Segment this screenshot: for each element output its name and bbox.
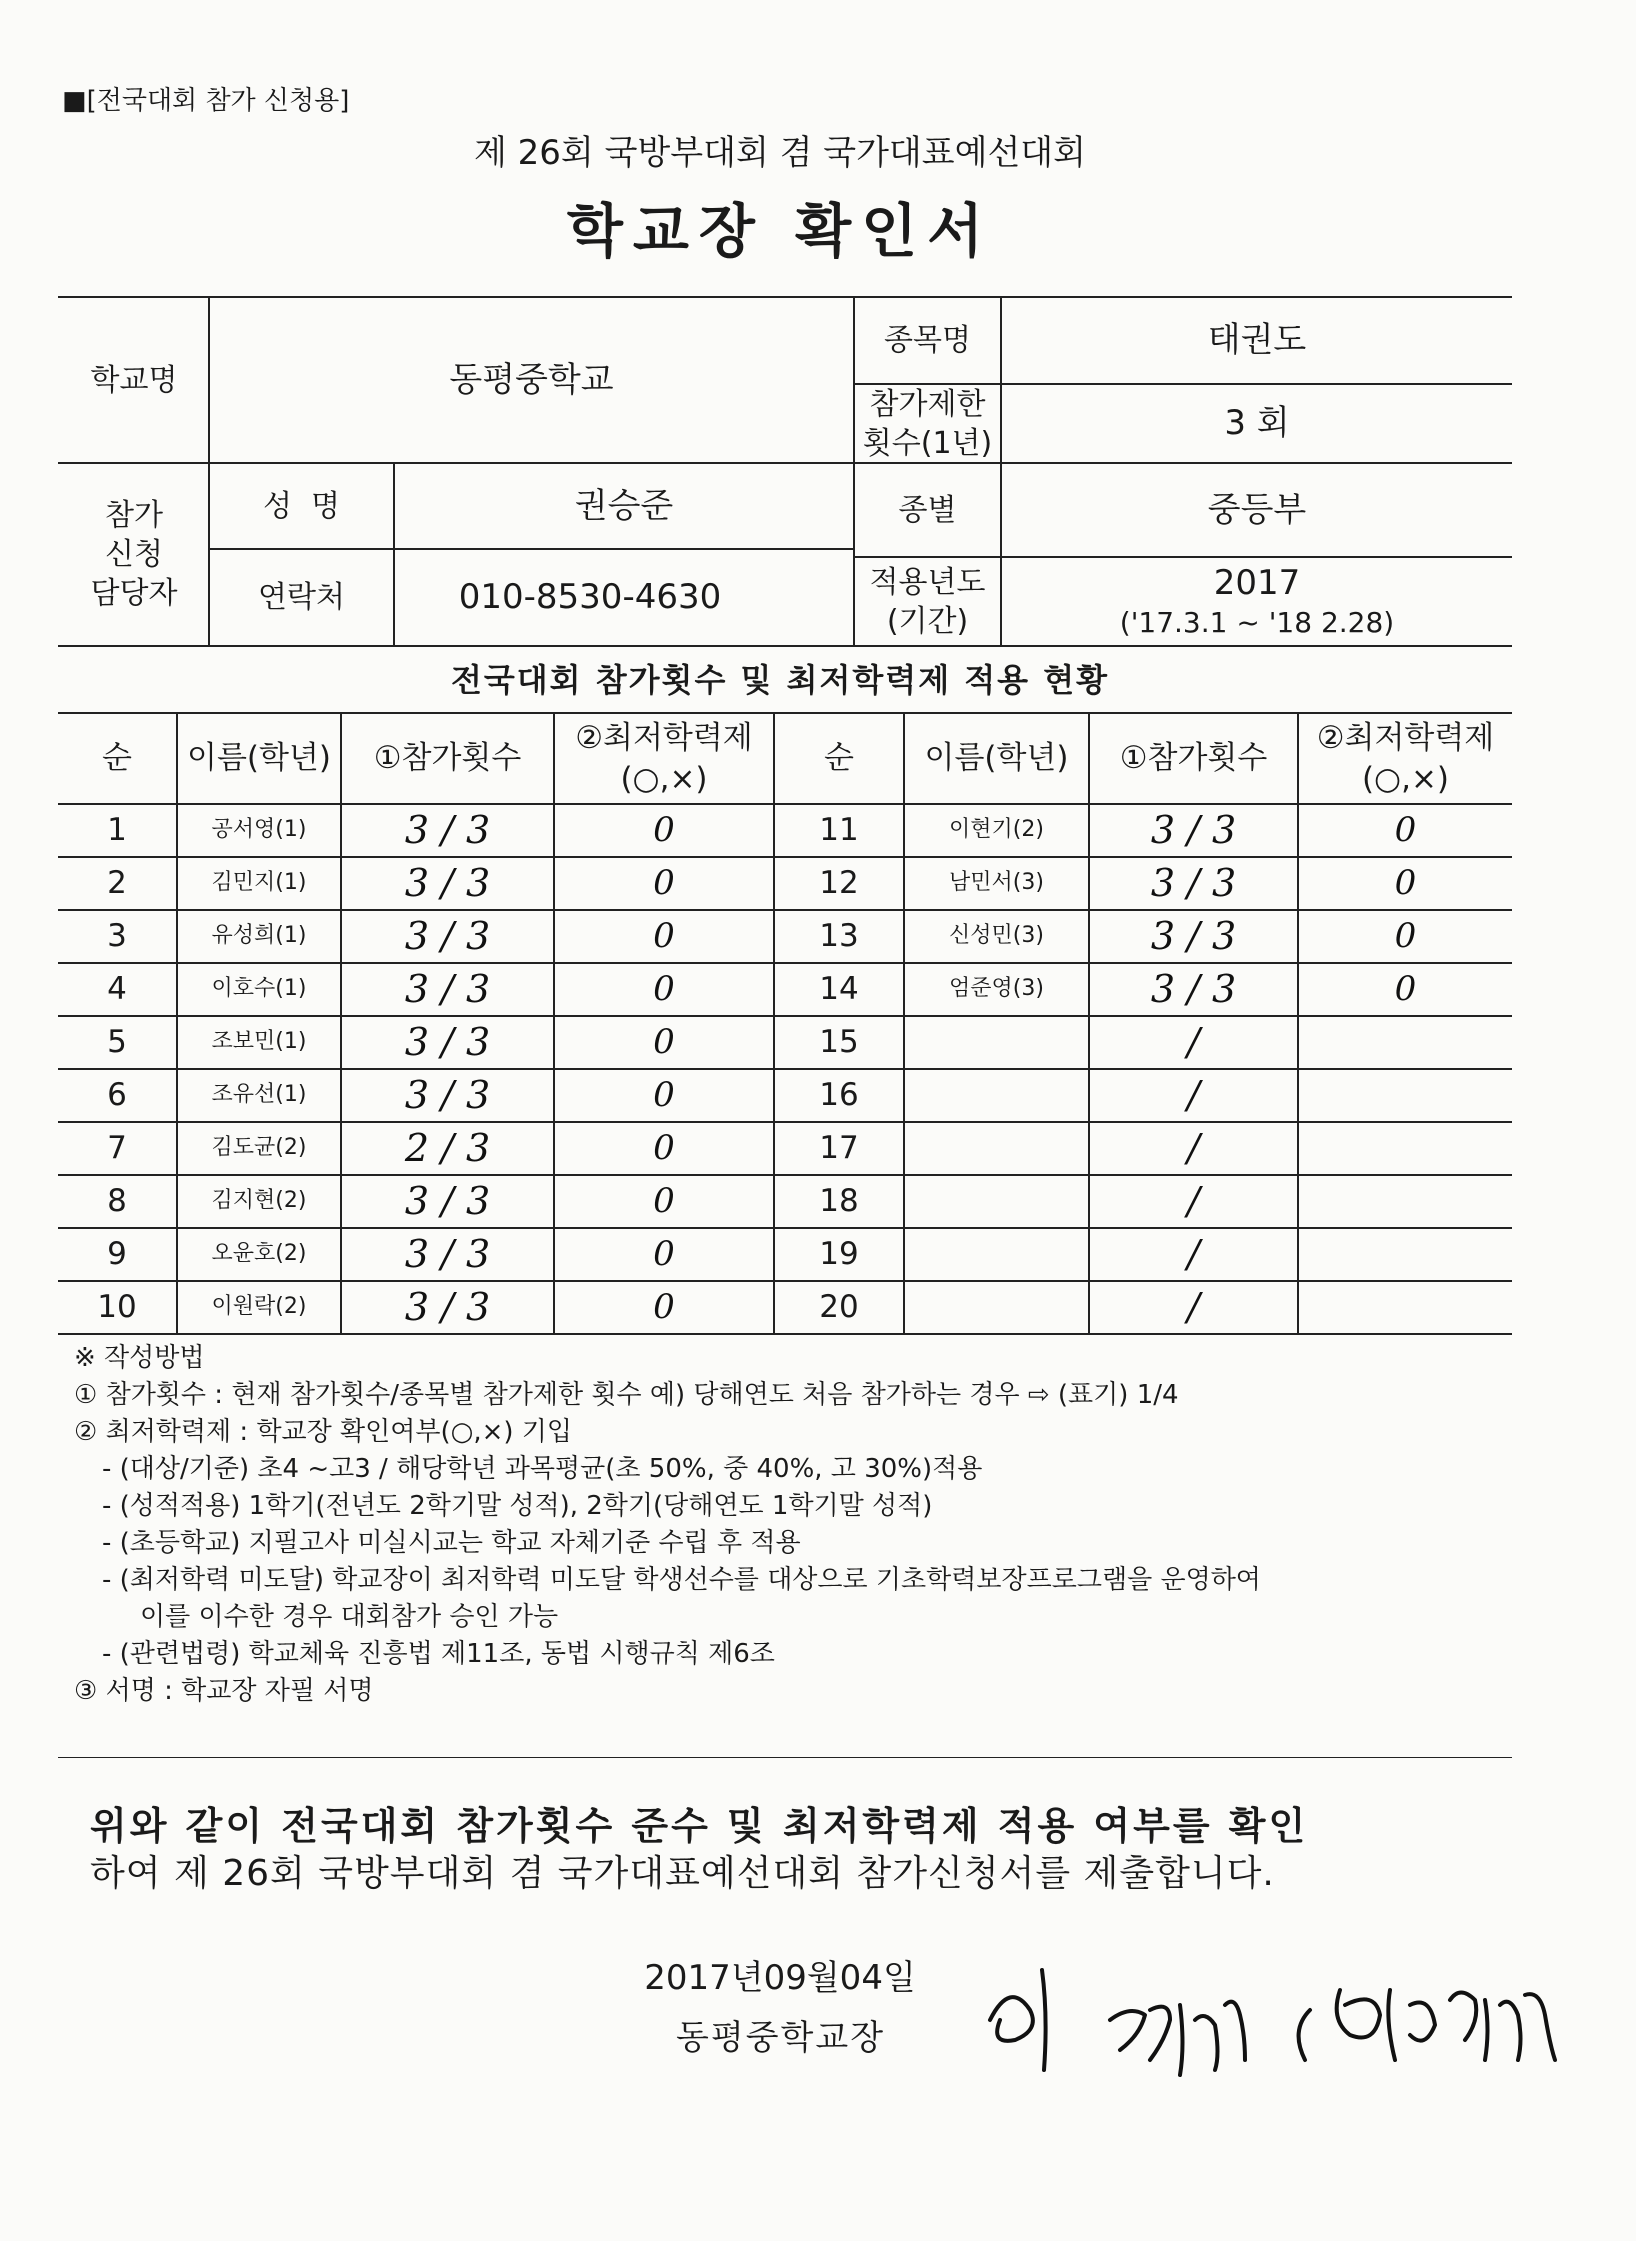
row-count: 3 / 3 bbox=[404, 1072, 491, 1117]
row-no: 6 bbox=[107, 1077, 127, 1114]
row-min-grade: 0 bbox=[653, 863, 675, 904]
row-name: 남민서(3) bbox=[949, 870, 1044, 896]
row-min-grade: 0 bbox=[653, 916, 675, 957]
row-count: / bbox=[1187, 1125, 1200, 1170]
row-name bbox=[905, 1070, 1088, 1121]
note-detail-target: - (대상/기준) 초4 ~고3 / 해당학년 과목평균(초 50%, 중 40%, 고 30%)적용 bbox=[102, 1454, 983, 1484]
note-detail-unmet: - (최저학력 미도달) 학교장이 최저학력 미도달 학생선수를 대상으로 기초학력보장프로그램을 운영하여 bbox=[102, 1565, 1261, 1595]
row-no: 5 bbox=[107, 1024, 127, 1061]
row-no: 19 bbox=[819, 1236, 859, 1273]
row-min-grade: 0 bbox=[653, 1075, 675, 1116]
row-count: 3 / 3 bbox=[404, 1284, 491, 1329]
row-min-grade: 0 bbox=[1394, 969, 1417, 1010]
row-min-grade: 0 bbox=[653, 1181, 675, 1222]
row-no: 9 bbox=[107, 1236, 127, 1273]
row-count: / bbox=[1187, 1284, 1200, 1329]
note-detail-law: - (관련법령) 학교체육 진흥법 제11조, 동법 시행규칙 제6조 bbox=[102, 1639, 775, 1669]
notes-heading: ※ 작성방법 bbox=[74, 1343, 205, 1373]
apply-period: ('17.3.1 ~ '18 2.28) bbox=[1119, 606, 1395, 640]
row-no: 2 bbox=[107, 865, 127, 902]
row-name: 김도균(2) bbox=[211, 1135, 307, 1161]
row-no: 12 bbox=[819, 865, 859, 902]
declaration-line2: 하여 제 26회 국방부대회 겸 국가대표예선대회 참가신청서를 제출합니다. bbox=[90, 1853, 1275, 1894]
row-name: 신성민(3) bbox=[949, 923, 1044, 949]
note-participation-count: ① 참가횟수 : 현재 참가횟수/종목별 참가제한 횟수 예) 당해연도 처음 참가하는 경우 ⇨ (표기) 1/4 bbox=[74, 1380, 1179, 1410]
row-name bbox=[905, 1282, 1088, 1333]
division-label: 종별 bbox=[898, 492, 957, 528]
event-value: 태권도 bbox=[1207, 320, 1307, 361]
row-min-grade: 0 bbox=[1394, 916, 1417, 957]
participation-limit-label-line1: 참가제한 bbox=[869, 386, 986, 422]
row-count: 2 / 3 bbox=[404, 1125, 491, 1170]
school-name-value: 동평중학교 bbox=[449, 359, 614, 400]
row-count: / bbox=[1187, 1019, 1200, 1064]
th-count-right: ①참가횟수 bbox=[1119, 740, 1268, 777]
row-count: 3 / 3 bbox=[404, 807, 491, 852]
row-count: 3 / 3 bbox=[1150, 913, 1237, 958]
note-detail-grades: - (성적적용) 1학기(전년도 2학기말 성적), 2학기(당해연도 1학기말 성적) bbox=[102, 1491, 933, 1521]
th-min-right-line2: (○,×) bbox=[1361, 760, 1450, 797]
row-count: 3 / 3 bbox=[404, 1019, 491, 1064]
th-name-right: 이름(학년) bbox=[924, 740, 1069, 777]
row-no: 8 bbox=[107, 1183, 127, 1220]
row-min-grade: 0 bbox=[653, 1287, 675, 1328]
row-name: 유성희(1) bbox=[211, 923, 307, 949]
applicant-label-line3: 담당자 bbox=[90, 576, 178, 611]
name-value: 권승준 bbox=[574, 485, 674, 526]
row-name: 김민지(1) bbox=[211, 870, 307, 896]
applicant-label-line1: 참가 bbox=[105, 498, 163, 533]
row-name: 공서영(1) bbox=[211, 817, 307, 843]
row-count: 3 / 3 bbox=[1150, 966, 1237, 1011]
row-min-grade bbox=[1299, 1229, 1512, 1280]
row-name: 이원락(2) bbox=[211, 1294, 307, 1320]
apply-year-value bbox=[1002, 558, 1512, 645]
row-no: 11 bbox=[819, 812, 859, 849]
apply-year-label-line1: 적용년도 bbox=[869, 564, 986, 600]
row-no: 1 bbox=[107, 812, 127, 849]
note-detail-unmet-cont: 이를 이수한 경우 대회참가 승인 가능 bbox=[140, 1602, 559, 1632]
row-min-grade: 0 bbox=[653, 1234, 675, 1275]
row-name bbox=[905, 1176, 1088, 1227]
row-no: 20 bbox=[819, 1289, 859, 1326]
declaration-line1: 위와 같이 전국대회 참가횟수 준수 및 최저학력제 적용 여부를 확인 bbox=[90, 1804, 1309, 1848]
row-name: 김지현(2) bbox=[211, 1188, 307, 1214]
row-no: 10 bbox=[97, 1289, 137, 1326]
th-no-right: 순 bbox=[824, 740, 854, 777]
row-count: 3 / 3 bbox=[404, 1231, 491, 1276]
division-value: 중등부 bbox=[1207, 489, 1307, 530]
row-min-grade: 0 bbox=[653, 969, 675, 1010]
row-min-grade: 0 bbox=[1394, 863, 1417, 904]
row-no: 13 bbox=[819, 918, 859, 955]
principal-title: 동평중학교장 bbox=[676, 2018, 886, 2058]
th-no-left: 순 bbox=[102, 740, 132, 777]
writing-instructions bbox=[74, 1340, 1261, 1710]
th-name-left: 이름(학년) bbox=[187, 740, 331, 777]
row-count: 3 / 3 bbox=[404, 1178, 491, 1223]
th-min-right bbox=[1299, 714, 1512, 803]
status-section-title: 전국대회 참가횟수 및 최저학력제 적용 현황 bbox=[450, 661, 1110, 699]
row-count: 3 / 3 bbox=[404, 913, 491, 958]
participation-limit-label bbox=[855, 385, 1000, 462]
row-no: 17 bbox=[819, 1130, 859, 1167]
principal-signature bbox=[980, 1950, 1570, 2080]
row-name bbox=[905, 1017, 1088, 1068]
row-no: 7 bbox=[107, 1130, 127, 1167]
row-min-grade: 0 bbox=[1394, 810, 1417, 851]
document-date: 2017년09월04일 bbox=[644, 1958, 916, 1998]
applicant-label-line2: 신청 bbox=[105, 537, 163, 572]
divider bbox=[58, 1757, 1512, 1758]
th-min-right-line1: ②최저학력제 bbox=[1316, 720, 1495, 757]
row-count: / bbox=[1187, 1231, 1200, 1276]
row-no: 16 bbox=[819, 1077, 859, 1114]
school-name-label: 학교명 bbox=[90, 362, 178, 398]
name-label: 성 명 bbox=[262, 488, 341, 524]
row-name bbox=[905, 1123, 1088, 1174]
participation-limit-label-line2: 횟수(1년) bbox=[862, 425, 993, 461]
participation-limit-value: 3 회 bbox=[1224, 403, 1290, 444]
th-min-left-line2: (○,×) bbox=[620, 760, 708, 797]
apply-year: 2017 bbox=[1213, 563, 1301, 604]
document-title: 학교장 확인서 bbox=[566, 197, 994, 265]
th-count-left: ①참가횟수 bbox=[373, 740, 522, 777]
contact-label: 연락처 bbox=[258, 580, 345, 615]
row-name: 오윤호(2) bbox=[211, 1241, 307, 1267]
document-subtitle: 제 26회 국방부대회 겸 국가대표예선대회 bbox=[474, 133, 1086, 173]
row-min-grade: 0 bbox=[653, 1022, 675, 1063]
row-min-grade: 0 bbox=[653, 810, 675, 851]
row-min-grade bbox=[1299, 1176, 1512, 1227]
row-name: 조보민(1) bbox=[211, 1029, 307, 1055]
row-no: 18 bbox=[819, 1183, 859, 1220]
row-no: 3 bbox=[107, 918, 127, 955]
row-count: 3 / 3 bbox=[1150, 807, 1237, 852]
note-min-academic: ② 최저학력제 : 학교장 확인여부(○,×) 기입 bbox=[74, 1417, 573, 1447]
row-min-grade: 0 bbox=[653, 1128, 675, 1169]
th-min-left-line1: ②최저학력제 bbox=[575, 720, 753, 757]
apply-year-label bbox=[855, 558, 1000, 645]
contact-value: 010-8530-4630 bbox=[458, 577, 722, 618]
applicant-label bbox=[60, 464, 208, 645]
note-detail-elementary: - (초등학교) 지필고사 미실시교는 학교 자체기준 수립 후 적용 bbox=[102, 1528, 801, 1558]
th-min-left bbox=[555, 714, 773, 803]
row-no: 15 bbox=[819, 1024, 859, 1061]
row-min-grade bbox=[1299, 1123, 1512, 1174]
row-min-grade bbox=[1299, 1017, 1512, 1068]
row-count: 3 / 3 bbox=[404, 860, 491, 905]
row-count: 3 / 3 bbox=[404, 966, 491, 1011]
event-label: 종목명 bbox=[884, 323, 971, 358]
apply-year-label-line2: (기간) bbox=[886, 603, 969, 639]
row-count: / bbox=[1187, 1178, 1200, 1223]
row-name bbox=[905, 1229, 1088, 1280]
row-count: 3 / 3 bbox=[1150, 860, 1237, 905]
note-signature: ③ 서명 : 학교장 자필 서명 bbox=[74, 1676, 374, 1706]
form-type-tag: ■[전국대회 참가 신청용] bbox=[62, 86, 350, 116]
row-no: 4 bbox=[107, 971, 127, 1008]
row-name: 이호수(1) bbox=[211, 976, 307, 1002]
row-count: / bbox=[1187, 1072, 1200, 1117]
row-no: 14 bbox=[819, 971, 859, 1008]
row-min-grade bbox=[1299, 1070, 1512, 1121]
row-min-grade bbox=[1299, 1282, 1512, 1333]
row-name: 이현기(2) bbox=[949, 817, 1044, 843]
row-name: 엄준영(3) bbox=[949, 976, 1044, 1002]
row-name: 조유선(1) bbox=[211, 1082, 307, 1108]
